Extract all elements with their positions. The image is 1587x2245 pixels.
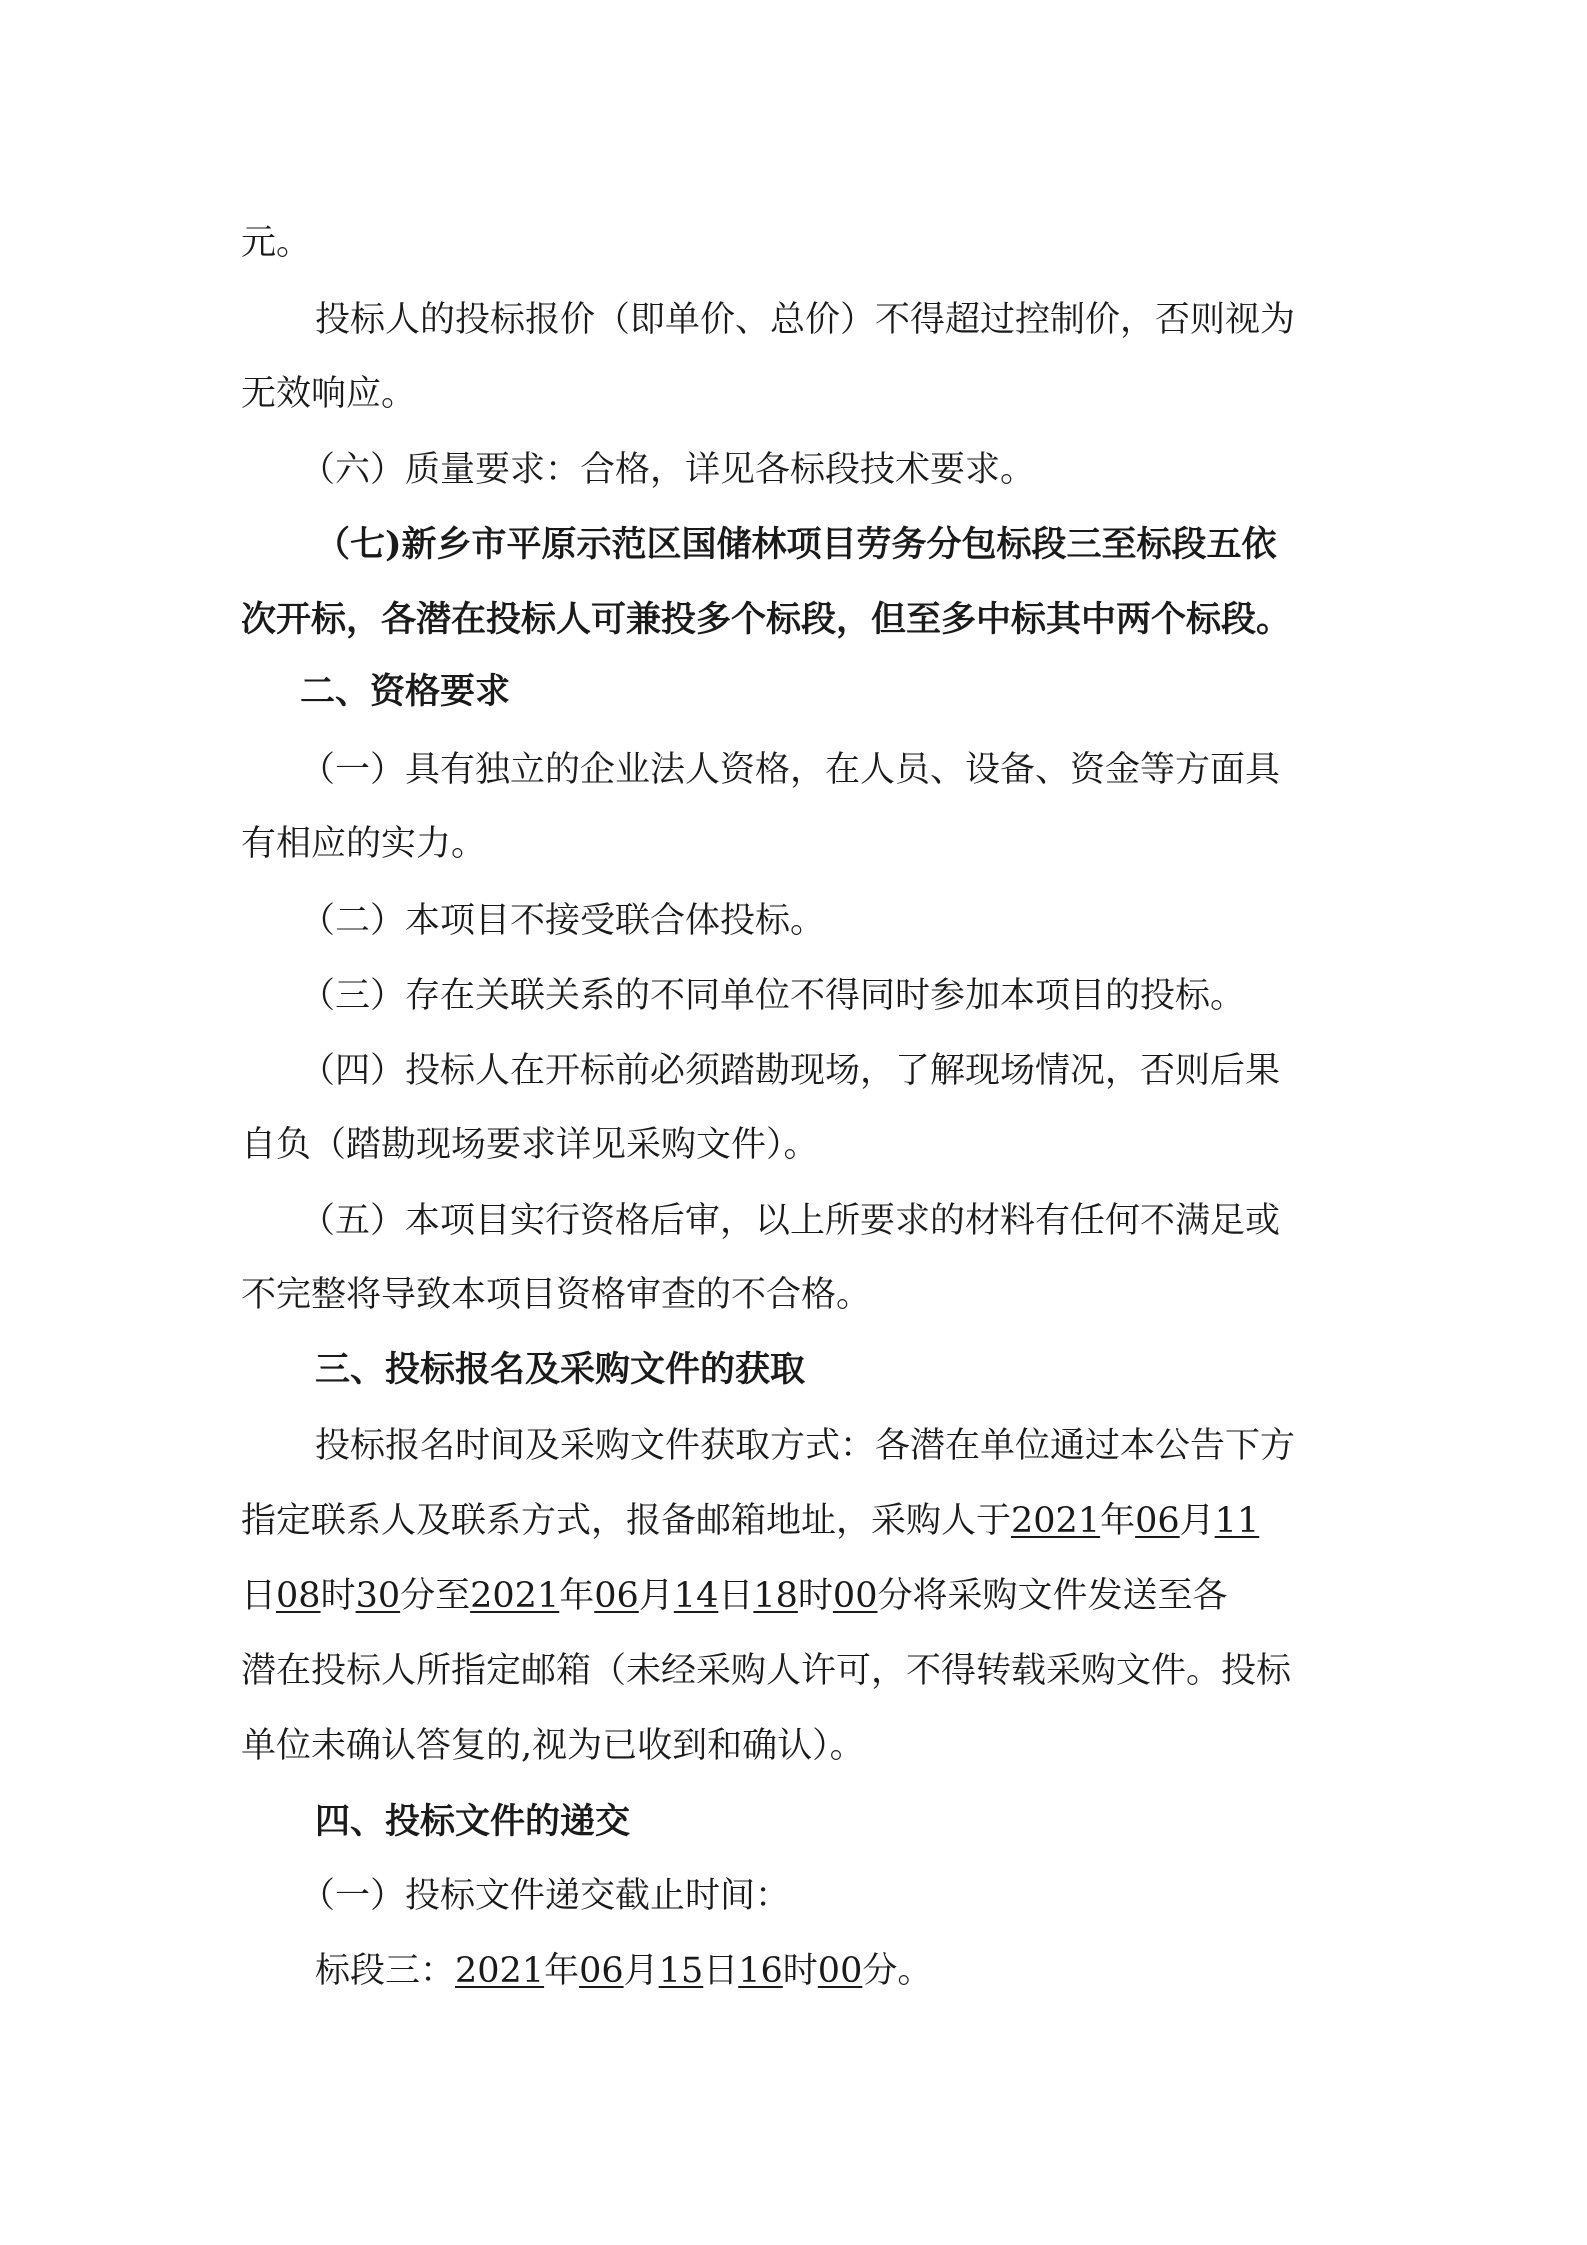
text-line: 无效响应。 (241, 374, 417, 414)
time-hour: 08 (276, 1576, 321, 1616)
date-year: 2021 (1011, 1501, 1101, 1541)
text-line: （六）质量要求：合格，详见各标段技术要求。 (300, 450, 1036, 490)
date-day: 15 (658, 1951, 704, 1991)
text-line: 投标人的投标报价（即单价、总价）不得超过控制价，否则视为 (315, 300, 1296, 340)
text-segment: 时 (797, 1576, 833, 1616)
date-day: 14 (673, 1576, 719, 1616)
text-segment: 标段三： (315, 1951, 456, 1991)
text-line (241, 1497, 1356, 1545)
text-line: （一）具有独立的企业法人资格，在人员、设备、资金等方面具 (300, 750, 1281, 790)
date-day: 11 (1214, 1501, 1260, 1541)
text-segment: 日 (241, 1576, 277, 1616)
time-minute: 30 (355, 1576, 401, 1616)
text-segment: 年 (559, 1576, 595, 1616)
text-line: 次开标，各潜在投标人可兼投多个标段，但至多中标其中两个标段。 (241, 599, 1292, 640)
time-minute: 00 (832, 1576, 878, 1616)
text-segment: 指定联系人及联系方式，报备邮箱地址，采购人于 (241, 1501, 1012, 1541)
time-hour: 16 (738, 1951, 783, 1991)
section-heading: 三、投标报名及采购文件的获取 (315, 1349, 806, 1390)
date-year: 2021 (470, 1576, 560, 1616)
text-line: （七)新乡市平原示范区国储林项目劳务分包标段三至标段五依 (315, 524, 1277, 565)
text-segment: 年 (544, 1951, 580, 1991)
text-line: （三）存在关联关系的不同单位不得同时参加本项目的投标。 (300, 976, 1246, 1016)
text-segment: 月 (638, 1576, 674, 1616)
text-segment: 时 (320, 1576, 356, 1616)
text-line: 投标报名时间及采购文件获取方式：各潜在单位通过本公告下方 (315, 1426, 1296, 1466)
section-heading: 四、投标文件的递交 (315, 1801, 631, 1842)
text-line: 潜在投标人所指定邮箱（未经采购人许可，不得转载采购文件。投标 (241, 1651, 1292, 1691)
text-segment: 时 (782, 1951, 818, 1991)
text-segment: 分将采购文件发送至各 (877, 1576, 1228, 1616)
text-line (241, 1572, 1356, 1620)
text-line: 不完整将导致本项目资格审查的不合格。 (241, 1275, 872, 1315)
text-segment: 年 (1100, 1501, 1136, 1541)
text-line: 有相应的实力。 (241, 824, 487, 864)
date-year: 2021 (455, 1951, 545, 1991)
text-segment: 分。 (862, 1951, 933, 1991)
text-line: 自负（踏勘现场要求详见采购文件）。 (241, 1125, 819, 1165)
text-segment: 分至 (400, 1576, 471, 1616)
date-month: 06 (579, 1951, 624, 1991)
text-segment: 月 (623, 1951, 659, 1991)
text-line: 元。 (241, 223, 312, 263)
text-line: （五）本项目实行资格后审，以上所要求的材料有任何不满足或 (300, 1201, 1281, 1241)
section-heading: 二、资格要求 (300, 671, 511, 712)
text-line (315, 1947, 1356, 1995)
text-segment: 日 (703, 1951, 739, 1991)
time-hour: 18 (753, 1576, 798, 1616)
text-line: （一）投标文件递交截止时间： (300, 1876, 791, 1916)
text-line: （二）本项目不接受联合体投标。 (300, 901, 826, 941)
date-month: 06 (594, 1576, 639, 1616)
date-month: 06 (1135, 1501, 1180, 1541)
time-minute: 00 (817, 1951, 863, 1991)
text-line: 单位未确认答复的,视为已收到和确认）。 (241, 1726, 865, 1766)
text-line: （四）投标人在开标前必须踏勘现场，了解现场情况，否则后果 (300, 1051, 1281, 1091)
text-segment: 月 (1179, 1501, 1215, 1541)
text-segment: 日 (718, 1576, 754, 1616)
